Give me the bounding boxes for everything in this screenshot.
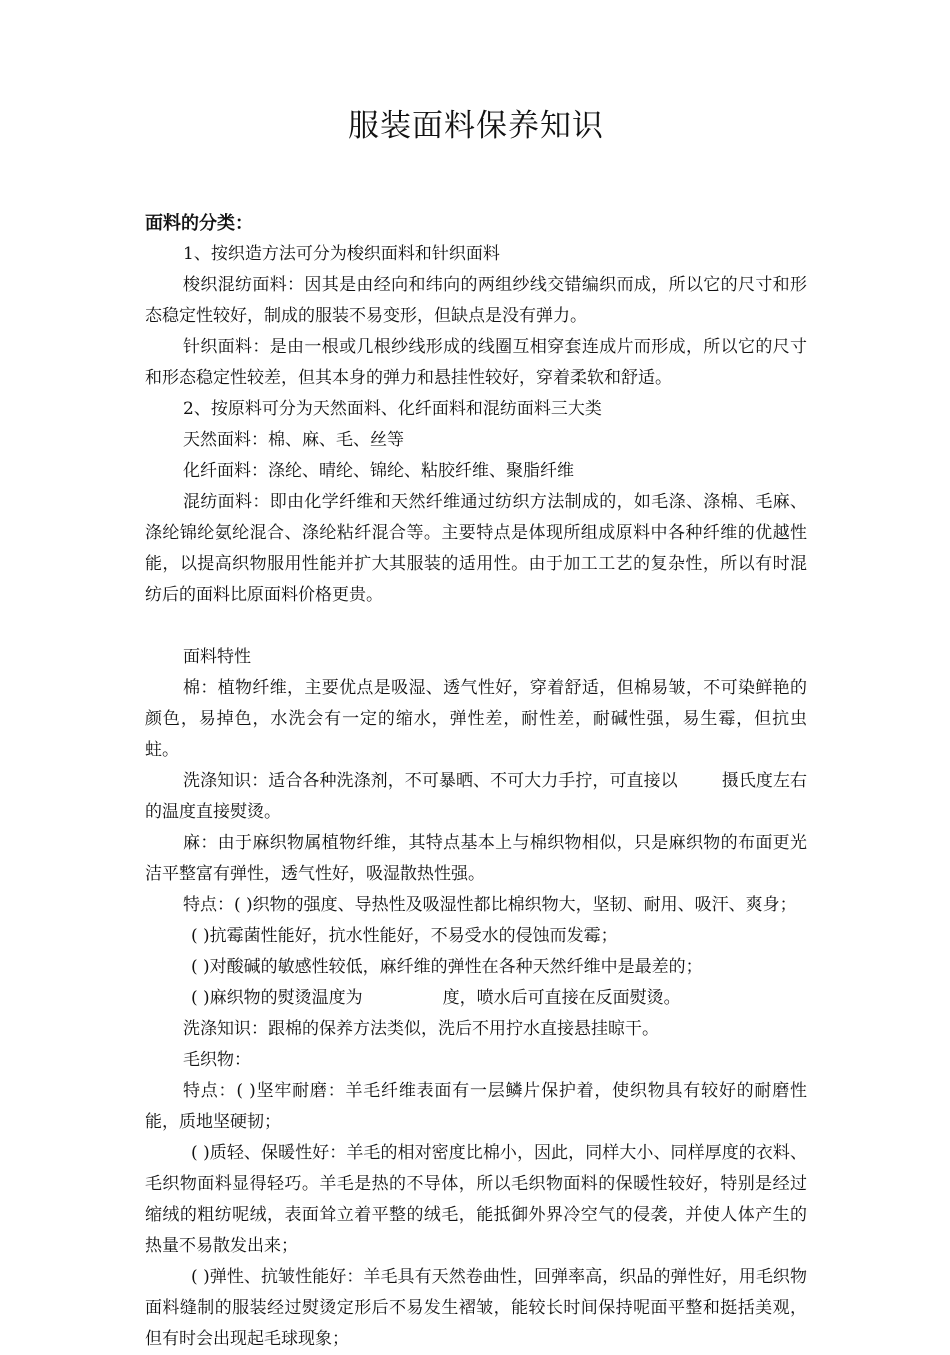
paragraph-linen-washing: 洗涤知识：跟棉的保养方法类似，洗后不用拧水直接悬挂晾干。 bbox=[183, 1019, 659, 1039]
paragraph-cotton: 棉：植物纤维，主要优点是吸湿、透气性好，穿着舒适，但棉易皱，不可染鲜艳的颜色，易掉色，水洗会有一定的缩水，弹性差，耐性差，耐碱性强，易生霉，但抗虫蛀。 bbox=[145, 678, 807, 760]
paragraph-wool-feature-2: ( )质轻、保暖性好：羊毛的相对密度比棉小，因此，同样大小、同样厚度的衣料、毛织物面料显得轻巧。羊毛是热的不导体，所以毛织物面料的保暖性较好，特别是经过缩绒的粗纺呢绒，表面耸立着平整的绒毛，能抵御外界冷空气的侵袭，并使人体产生的热量不易散发出来； bbox=[145, 1143, 807, 1256]
paragraph-knit-fabric: 针织面料：是由一根或几根纱线形成的线圈互相穿套连成片而形成，所以它的尺寸和形态稳定性较差，但其本身的弹力和悬挂性较好，穿着柔软和舒适。 bbox=[145, 337, 807, 388]
paragraph-fabric-properties-heading: 面料特性 bbox=[183, 647, 251, 667]
paragraph-classification-weave: 1、按织造方法可分为梭织面料和针织面料 bbox=[183, 244, 500, 264]
paragraph-linen-feature-3: ( )对酸碱的敏感性较低，麻纤维的弹性在各种天然纤维中是最差的； bbox=[191, 957, 703, 977]
document-page bbox=[145, 100, 807, 1355]
cotton-washing-text-a: 洗涤知识：适合各种洗涤剂，不可暴晒、不可大力手拧，可直接以 bbox=[183, 771, 678, 791]
paragraph-linen-feature-4 bbox=[145, 983, 807, 1014]
spacer bbox=[145, 611, 807, 642]
paragraph-cotton-washing bbox=[145, 766, 807, 828]
paragraph-wool-feature-3: ( )弹性、抗皱性能好：羊毛具有天然卷曲性，回弹率高，织品的弹性好，用毛织物面料缝制的服装经过熨烫定形后不易发生褶皱，能较长时间保持呢面平整和挺括美观，但有时会出现起毛球现象； bbox=[145, 1267, 807, 1349]
paragraph-synthetic-fabric: 化纤面料：涤纶、晴纶、锦纶、粘胶纤维、聚脂纤维 bbox=[183, 461, 574, 481]
cotton-washing-text-b: 摄氏度左右的温度直接熨烫。 bbox=[145, 771, 808, 822]
paragraph-linen: 麻：由于麻织物属植物纤维，其特点基本上与棉织物相似，只是麻织物的布面更光洁平整富有弹性，透气性好，吸湿散热性强。 bbox=[145, 833, 807, 884]
paragraph-linen-feature-2: ( )抗霉菌性能好，抗水性能好，不易受水的侵蚀而发霉； bbox=[191, 926, 618, 946]
paragraph-natural-fabric: 天然面料：棉、麻、毛、丝等 bbox=[183, 430, 404, 450]
paragraph-wool-feature-1: 特点：( )坚牢耐磨：羊毛纤维表面有一层鳞片保护着，使织物具有较好的耐磨性能，质地坚硬韧； bbox=[145, 1081, 807, 1132]
paragraph-classification-material: 2、按原料可分为天然面料、化纤面料和混纺面料三大类 bbox=[183, 399, 602, 419]
paragraph-wool-heading: 毛织物： bbox=[183, 1050, 251, 1070]
page-title: 服装面料保养知识 bbox=[348, 108, 604, 144]
linen-feature-4-text-b: 度，喷水后可直接在反面熨烫。 bbox=[442, 988, 681, 1008]
paragraph-woven-fabric: 梭织混纺面料：因其是由经向和纬向的两组纱线交错编织而成，所以它的尺寸和形态稳定性较好，制成的服装不易变形，但缺点是没有弹力。 bbox=[145, 275, 807, 326]
paragraph-linen-feature-1: 特点：( )织物的强度、导热性及吸湿性都比棉织物大，坚韧、耐用、吸汗、爽身； bbox=[183, 895, 797, 915]
section-heading: 面料的分类： bbox=[145, 213, 253, 234]
linen-feature-4-text-a: ( )麻织物的熨烫温度为 bbox=[191, 988, 363, 1008]
paragraph-blended-fabric: 混纺面料：即由化学纤维和天然纤维通过纺织方法制成的，如毛涤、涤棉、毛麻、涤纶锦纶氨纶混合、涤纶粘纤混合等。主要特点是体现所组成原料中各种纤维的优越性能，以提高织物服用性能并扩大其服装的适用性。由于加工工艺的复杂性，所以有时混纺后的面料比原面料价格更贵。 bbox=[145, 492, 807, 605]
